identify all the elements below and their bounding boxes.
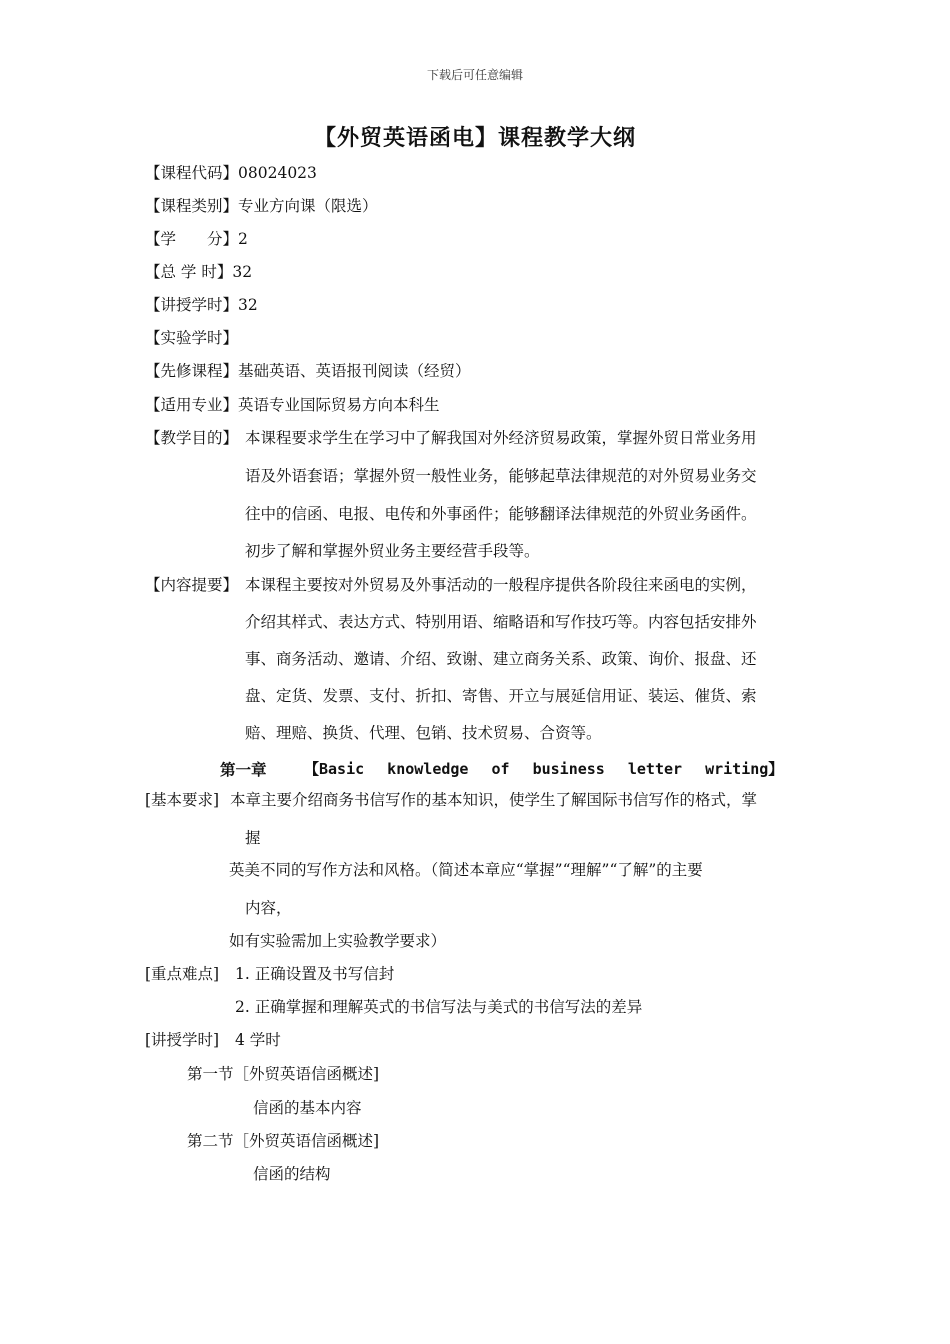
field-lab-hours [145, 328, 238, 348]
objective-line: 本课程要求学生在学习中了解我国对外经济贸易政策，掌握外贸日常业务用 [245, 429, 757, 447]
field-label: 【总 学 时】 [145, 263, 233, 281]
summary-line: 盘、定货、发票、支付、折扣、寄售、开立与展延信用证、装运、催货、索 [245, 687, 757, 705]
field-label: 【课程代码】 [145, 164, 239, 182]
field-value: 基础英语、英语报刊阅读（经贸） [238, 362, 471, 380]
section-content: 信函的基本内容 [253, 1099, 362, 1117]
field-label: 【学 分】 [145, 230, 239, 248]
section-title: 第二节［外贸英语信函概述] [187, 1132, 380, 1150]
requirements-line: 握 [245, 829, 261, 847]
field-course-code [145, 163, 317, 183]
field-label: 【先修课程】 [145, 362, 239, 380]
section-title: 第一节［外贸英语信函概述] [187, 1065, 380, 1083]
keypoint-item: 2. 正确掌握和理解英式的书信写法与美式的书信写法的差异 [235, 998, 643, 1016]
field-label: 【实验学时】 [145, 329, 239, 347]
field-value: 32 [238, 296, 258, 314]
summary-line: 本课程主要按对外贸易及外事活动的一般程序提供各阶段往来函电的实例， [245, 576, 757, 594]
field-value: 专业方向课（限选） [238, 197, 378, 215]
field-value: 2 [238, 230, 248, 248]
field-label: 【讲授学时】 [145, 296, 239, 314]
requirements-line: 本章主要介绍商务书信写作的基本知识，使学生了解国际书信写作的格式，掌 [230, 791, 758, 809]
requirements-line: 内容， [245, 899, 292, 917]
requirements-line: 英美不同的写作方法和风格。（简述本章应“掌握”“理解”“了解”的主要 [229, 861, 703, 879]
chapter-title: 【Basic knowledge of business letter writing】 [304, 760, 784, 778]
objective-line: 初步了解和掌握外贸业务主要经营手段等。 [245, 542, 540, 560]
field-label: 【适用专业】 [145, 396, 239, 414]
requirements-line: 如有实验需加上实验教学要求） [229, 932, 447, 950]
field-value: 英语专业国际贸易方向本科生 [238, 396, 440, 414]
field-applicable-major [145, 395, 440, 415]
objective-label: 【教学目的】 [145, 429, 239, 447]
summary-line: 介绍其样式、表达方式、特别用语、缩略语和写作技巧等。内容包括安排外 [245, 613, 757, 631]
page-title: 【外贸英语函电】课程教学大纲 [313, 125, 636, 151]
field-label: 【课程类别】 [145, 197, 239, 215]
hours-value: 4 学时 [235, 1031, 281, 1049]
field-total-hours [145, 262, 252, 282]
summary-line: 事、商务活动、邀请、介绍、致谢、建立商务关系、政策、询价、报盘、还 [245, 650, 757, 668]
hours-label: [讲授学时] [145, 1031, 220, 1049]
objective-line: 往中的信函、电报、电传和外事函件；能够翻译法律规范的外贸业务函件。 [245, 505, 757, 523]
objective-line: 语及外语套语；掌握外贸一般性业务，能够起草法律规范的对外贸易业务交 [245, 467, 757, 485]
field-value: 32 [232, 263, 253, 281]
field-credits [145, 229, 248, 249]
field-value: 08024023 [238, 164, 317, 182]
field-lecture-hours [145, 295, 258, 315]
summary-label: 【内容提要】 [145, 576, 239, 594]
field-course-type [145, 196, 378, 216]
summary-line: 赔、理赔、换货、代理、包销、技术贸易、合资等。 [245, 724, 602, 742]
requirements-label: [基本要求] [145, 791, 220, 809]
chapter-heading: 第一章 [220, 760, 267, 779]
field-prerequisites [145, 361, 471, 381]
section-content: 信函的结构 [253, 1165, 331, 1183]
keypoint-item: 1. 正确设置及书写信封 [235, 965, 395, 983]
page-header-note: 下载后可任意编辑 [426, 68, 523, 82]
keypoints-label: [重点难点] [145, 965, 220, 983]
